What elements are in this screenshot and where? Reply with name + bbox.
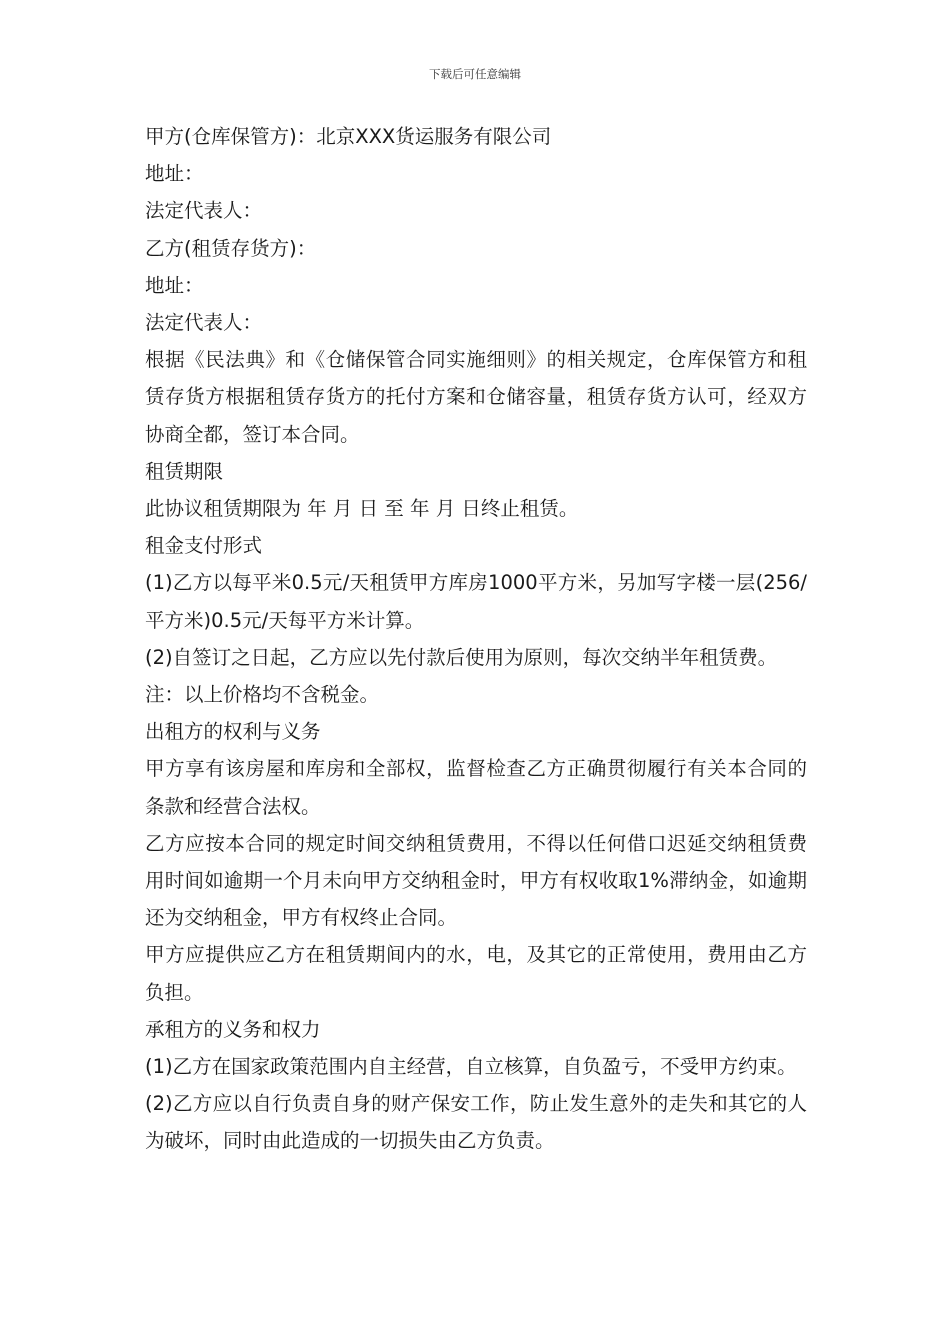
section-heading-term: 租赁期限 bbox=[145, 459, 224, 483]
page-header: 下载后可任意编辑 bbox=[429, 67, 521, 81]
party-a-line: 甲方(仓库保管方)：北京XXX货运服务有限公司 bbox=[145, 125, 552, 148]
party-b-line: 乙方(租赁存货方)： bbox=[145, 236, 317, 260]
lessor-paragraph-2: 乙方应按本合同的规定时间交纳租赁费用，不得以任何借口迟延交纳租赁费用时间如逾期一个月未向甲方交纳租金时，甲方有权收取1%滞纳金，如逾期还为交纳租金，甲方有权终止合同。 bbox=[145, 831, 807, 930]
party-a-address: 地址： bbox=[145, 162, 204, 186]
section-heading-lessor: 出租方的权利与义务 bbox=[145, 720, 321, 744]
payment-item-2: (2)自签订之日起，乙方应以先付款后使用为原则，每次交纳半年租赁费。 bbox=[145, 645, 778, 669]
party-b-representative: 法定代表人： bbox=[145, 311, 263, 335]
lessor-paragraph-3: 甲方应提供应乙方在租赁期间内的水，电，及其它的正常使用，费用由乙方负担。 bbox=[145, 943, 807, 1004]
contract-body bbox=[145, 118, 807, 1160]
term-paragraph: 此协议租赁期限为 年 月 日 至 年 月 日终止租赁。 bbox=[145, 497, 579, 521]
party-a-representative: 法定代表人： bbox=[145, 199, 263, 223]
lessee-item-1: (1)乙方在国家政策范围内自主经营，自立核算，自负盈亏，不受甲方约束。 bbox=[145, 1055, 797, 1079]
preamble-paragraph: 根据《民法典》和《仓储保管合同实施细则》的相关规定，仓库保管方和租赁存货方根据租赁存货方的托付方案和仓储容量，租赁存货方认可，经双方协商全都，签订本合同。 bbox=[145, 348, 807, 446]
payment-note: 注：以上价格均不含税金。 bbox=[145, 683, 380, 707]
payment-item-1: (1)乙方以每平米0.5元/天租赁甲方库房1000平方米，另加写字楼一层(256/平方米)0.5元/天每平方米计算。 bbox=[145, 571, 807, 632]
section-heading-lessee: 承租方的义务和权力 bbox=[145, 1017, 321, 1041]
section-heading-payment: 租金支付形式 bbox=[145, 534, 263, 558]
lessee-item-2: (2)乙方应以自行负责自身的财产保安工作，防止发生意外的走失和其它的人为破坏，同时由此造成的一切损失由乙方负责。 bbox=[145, 1092, 807, 1153]
lessor-paragraph-1: 甲方享有该房屋和库房和全部权，监督检查乙方正确贯彻履行有关本合同的条款和经营合法权。 bbox=[145, 757, 807, 818]
party-b-address: 地址： bbox=[145, 273, 204, 297]
